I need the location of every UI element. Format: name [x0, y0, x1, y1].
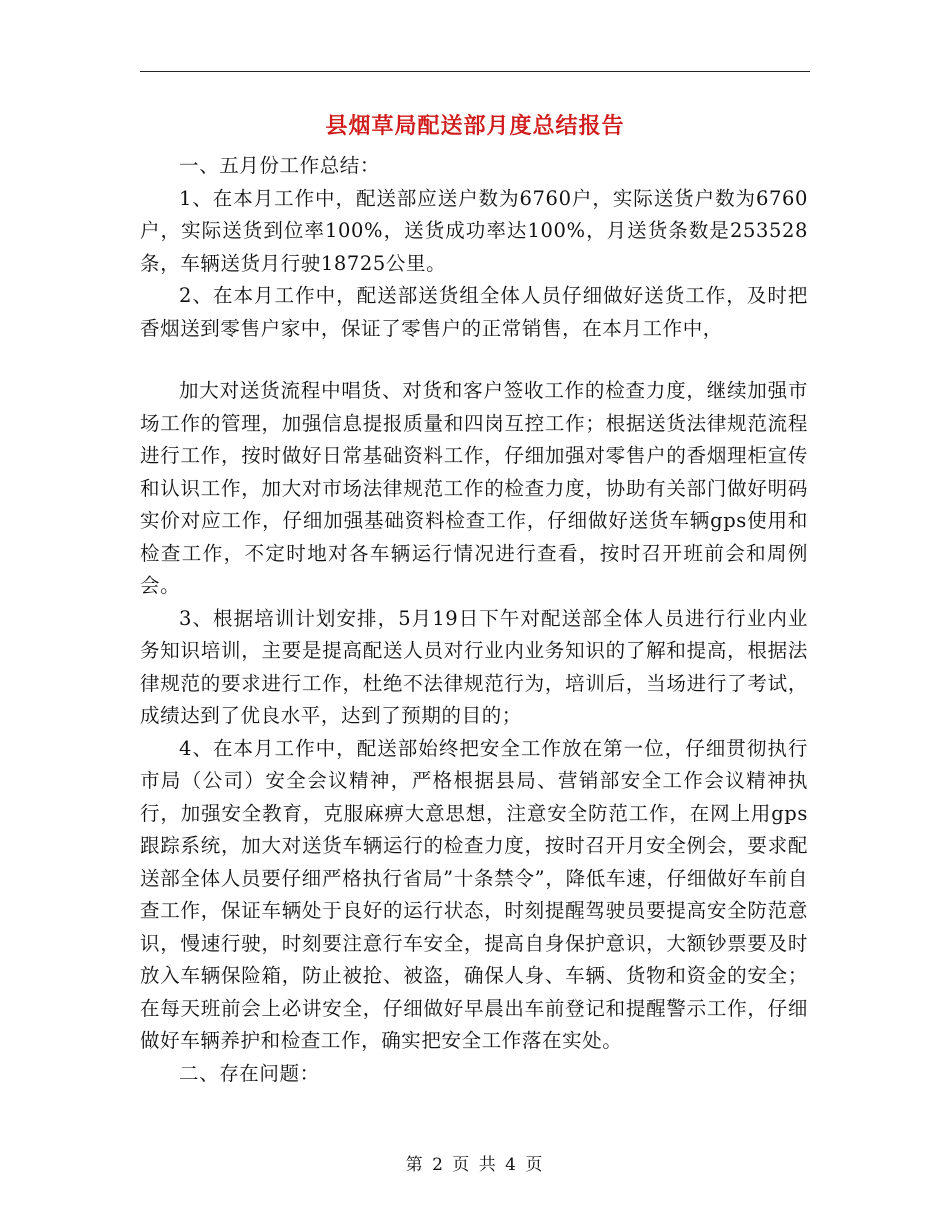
page-number: 第 2 页 共 4 页 — [405, 1155, 545, 1175]
document-title: 县烟草局配送部月度总结报告 — [325, 113, 625, 139]
paragraph-item-1: 1、在本月工作中，配送部应送户数为6760户，实际送货户数为6760户，实际送货到位率100%，送货成功率达100%，月送货条数是253528条，车辆送货月行驶18725公里。 — [140, 186, 808, 275]
paragraph-gap — [140, 345, 808, 375]
document-body — [140, 150, 808, 1090]
section-heading-issues: 二、存在问题： — [179, 1061, 320, 1085]
paragraph-item-4: 4、在本月工作中，配送部始终把安全工作放在第一位，仔细贯彻执行市局（公司）安全会议精神，严格根据县局、营销部安全工作会议精神执行，加强安全教育，克服麻痹大意思想，注意安全防范工作，在网上用gps跟踪系统，加大对送货车辆运行的检查力度，按时召开月安全例会，要求配送部全体人员要仔细严格执行省局”十条禁令”，降低车速，仔细做好车前自查工作，保证车辆处于良好的运行状态，时刻提醒驾驶员要提高安全防范意识，慢速行驶，时刻要注意行车安全，提高自身保护意识，大额钞票要及时放入车辆保险箱，防止被抢、被盗，确保人身、车辆、货物和资金的安全；在每天班前会上必讲安全，仔细做好早晨出车前登记和提醒警示工作，仔细做好车辆养护和检查工作，确实把安全工作落在实处。 — [140, 736, 808, 1052]
paragraph-item-2: 2、在本月工作中，配送部送货组全体人员仔细做好送货工作，及时把香烟送到零售户家中，保证了零售户的正常销售，在本月工作中， — [140, 284, 808, 340]
section-heading-summary: 一、五月份工作总结： — [179, 154, 381, 177]
paragraph-item-3: 3、根据培训计划安排，5月19日下午对配送部全体人员进行行业内业务知识培训，主要是提高配送人员对行业内业务知识的了解和提高，根据法律规范的要求进行工作，杜绝不法律规范行为，培训后，当场进行了考试，成绩达到了优良水平，达到了预期的目的； — [140, 606, 808, 727]
header-rule — [140, 71, 810, 72]
paragraph-item-2-continued: 加大对送货流程中唱货、对货和客户签收工作的检查力度，继续加强市场工作的管理，加强信息提报质量和四岗互控工作；根据送货法律规范流程进行工作，按时做好日常基础资料工作，仔细加强对零售户的香烟理柜宣传和认识工作，加大对市场法律规范工作的检查力度，协助有关部门做好明码实价对应工作，仔细加强基础资料检查工作，仔细做好送货车辆gps使用和检查工作，不定时地对各车辆运行情况进行查看，按时召开班前会和周例会。 — [140, 379, 808, 597]
